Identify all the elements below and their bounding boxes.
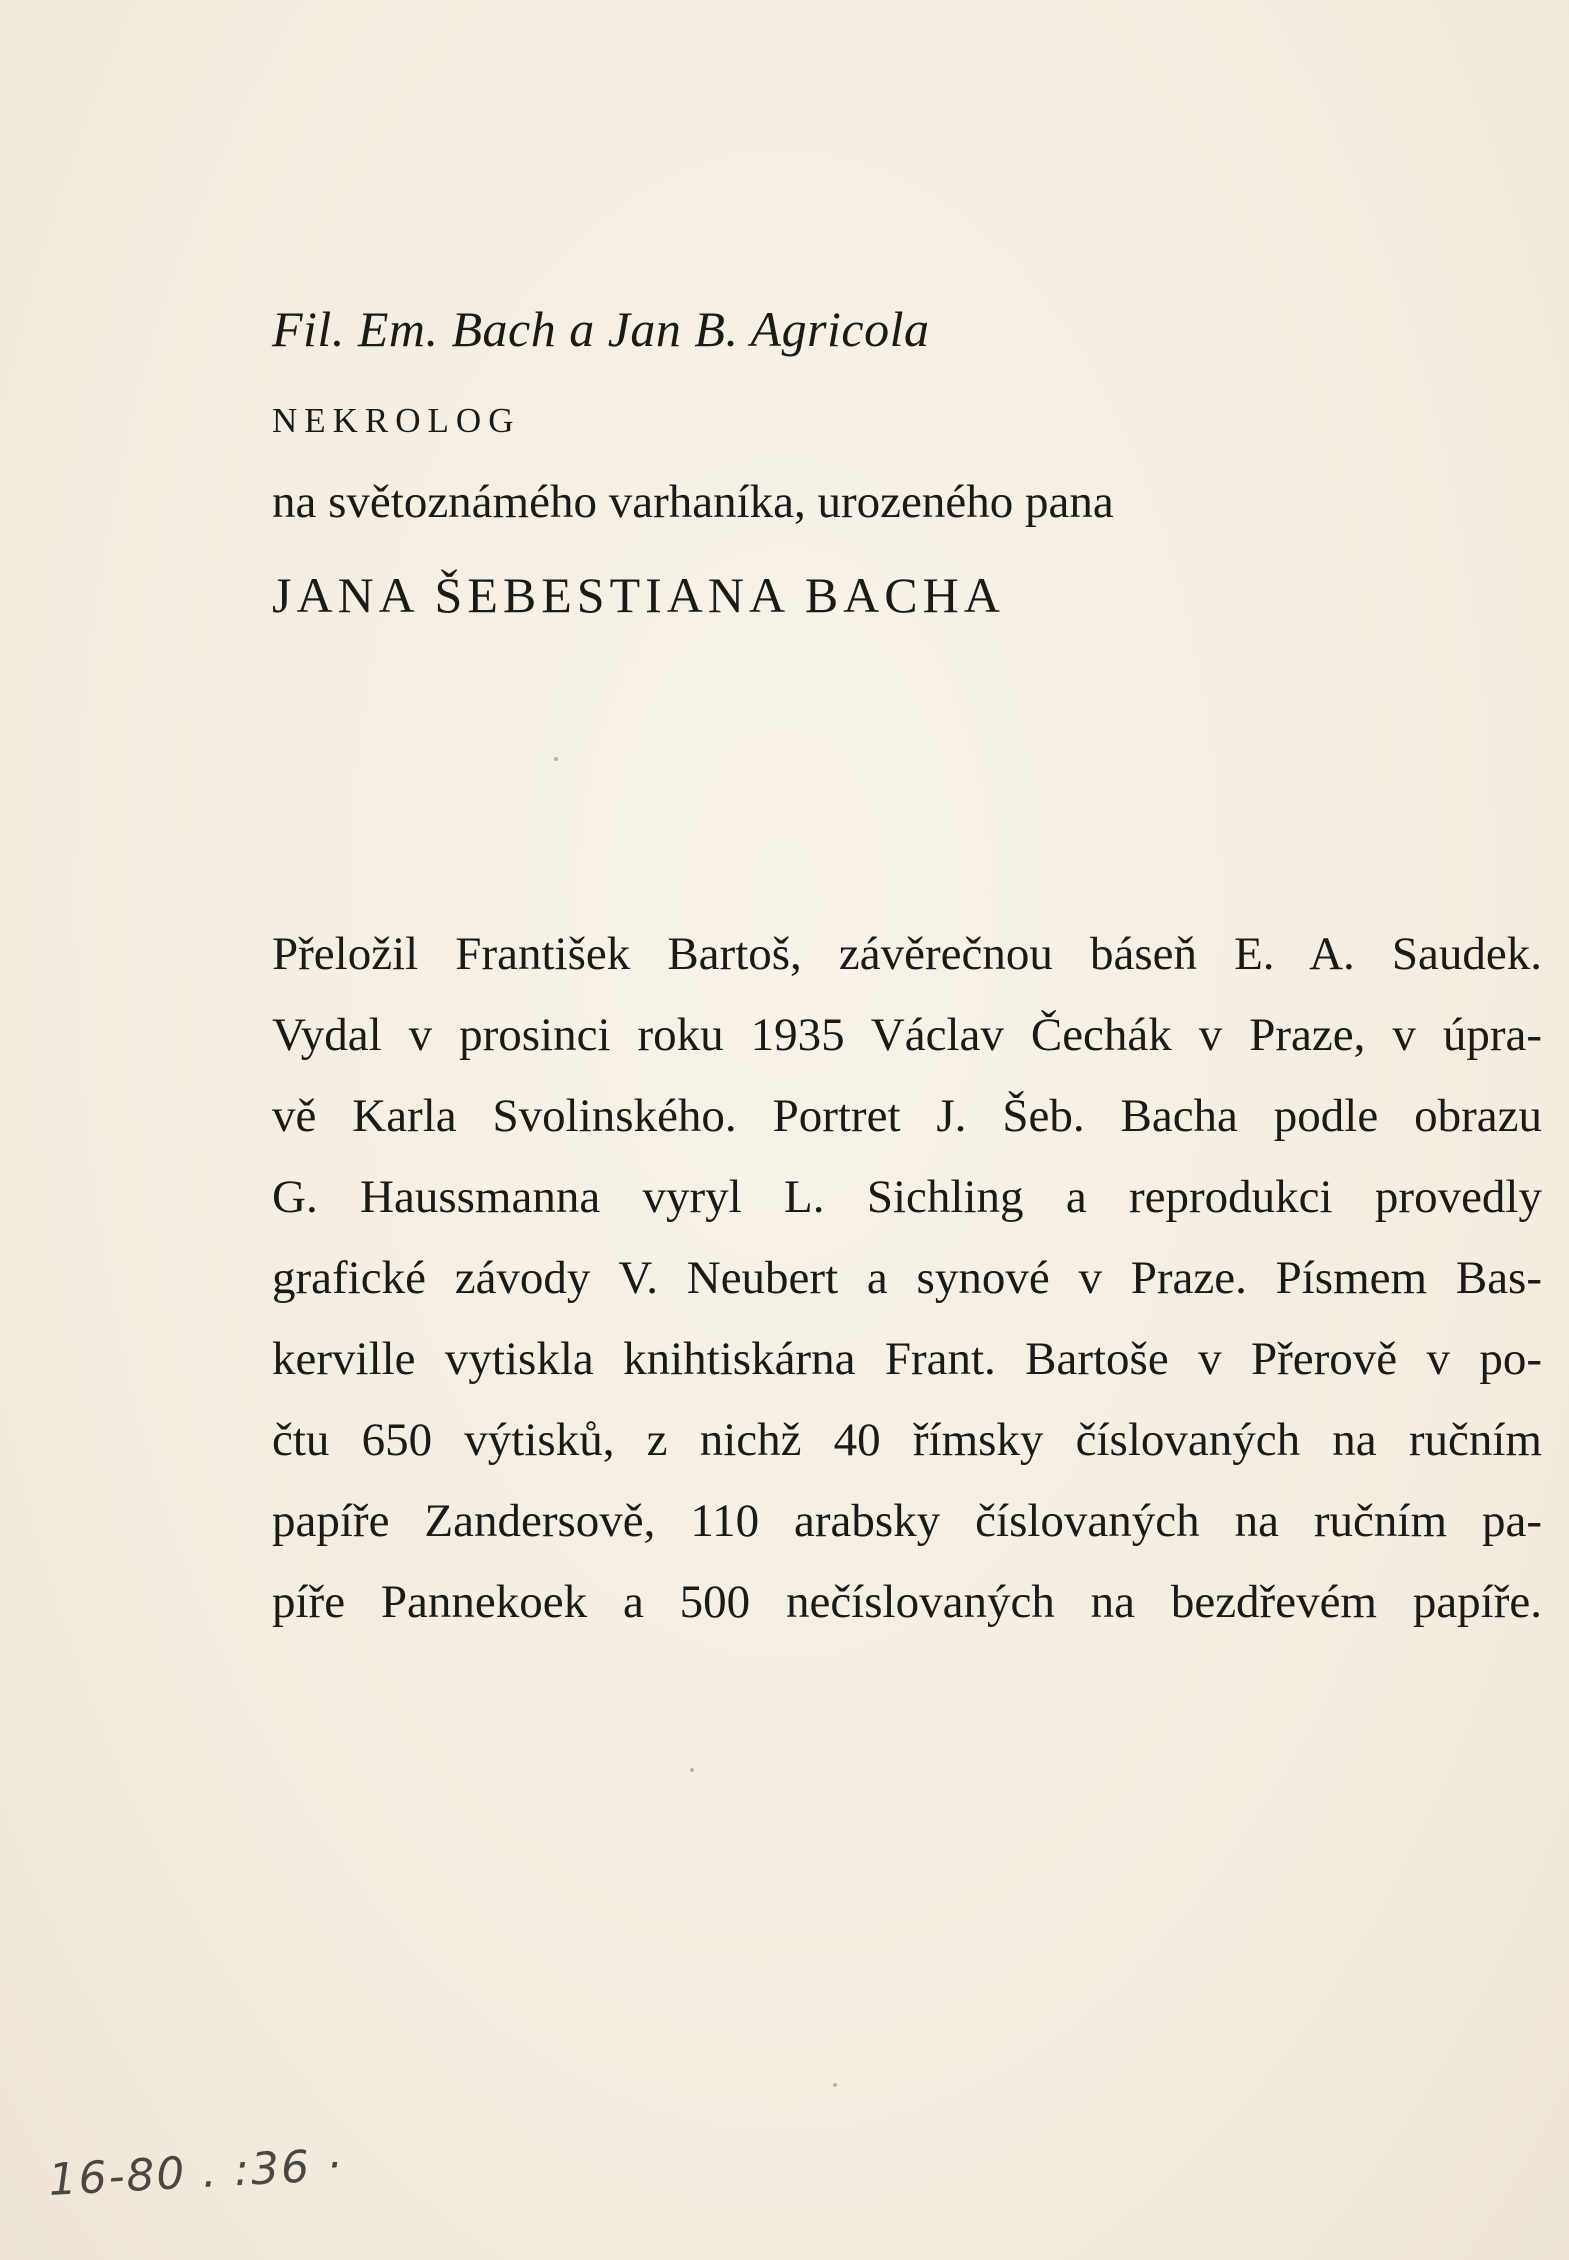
paper-speck <box>690 1768 694 1772</box>
document-label: NEKROLOG <box>272 401 521 440</box>
handwritten-note: 16-80 . :36 · <box>47 2139 345 2206</box>
colophon-line: čtu 650 výtisků, z nichž 40 římsky číslovaných na ručním <box>272 1414 1542 1466</box>
colophon-line: grafické závody V. Neubert a synové v Praze. Písmem Bas- <box>272 1252 1542 1304</box>
subject-name: JANA ŠEBESTIANA BACHA <box>272 567 1005 623</box>
colophon-line: Vydal v prosinci roku 1935 Václav Čechák v Praze, v úpra- <box>272 1009 1542 1061</box>
colophon-line: Přeložil František Bartoš, závěrečnou báseň E. A. Saudek. <box>272 928 1542 980</box>
paper-speck <box>833 2083 837 2087</box>
paper-speck <box>554 757 558 761</box>
subtitle: na světoznámého varhaníka, urozeného pana <box>272 476 1114 528</box>
colophon-line: papíře Zandersově, 110 arabsky číslovaných na ručním pa- <box>272 1495 1542 1547</box>
colophon-line: vě Karla Svolinského. Portret J. Šeb. Bacha podle obrazu <box>272 1090 1542 1142</box>
colophon-line: píře Pannekoek a 500 nečíslovaných na bezdřevém papíře. <box>272 1576 1542 1628</box>
colophon-line: kerville vytiskla knihtiskárna Frant. Bartoše v Přerově v po- <box>272 1333 1542 1385</box>
colophon <box>272 924 1542 1653</box>
authors-line: Fil. Em. Bach a Jan B. Agricola <box>272 301 930 357</box>
colophon-line: G. Haussmanna vyryl L. Sichling a reprodukci provedly <box>272 1171 1542 1223</box>
